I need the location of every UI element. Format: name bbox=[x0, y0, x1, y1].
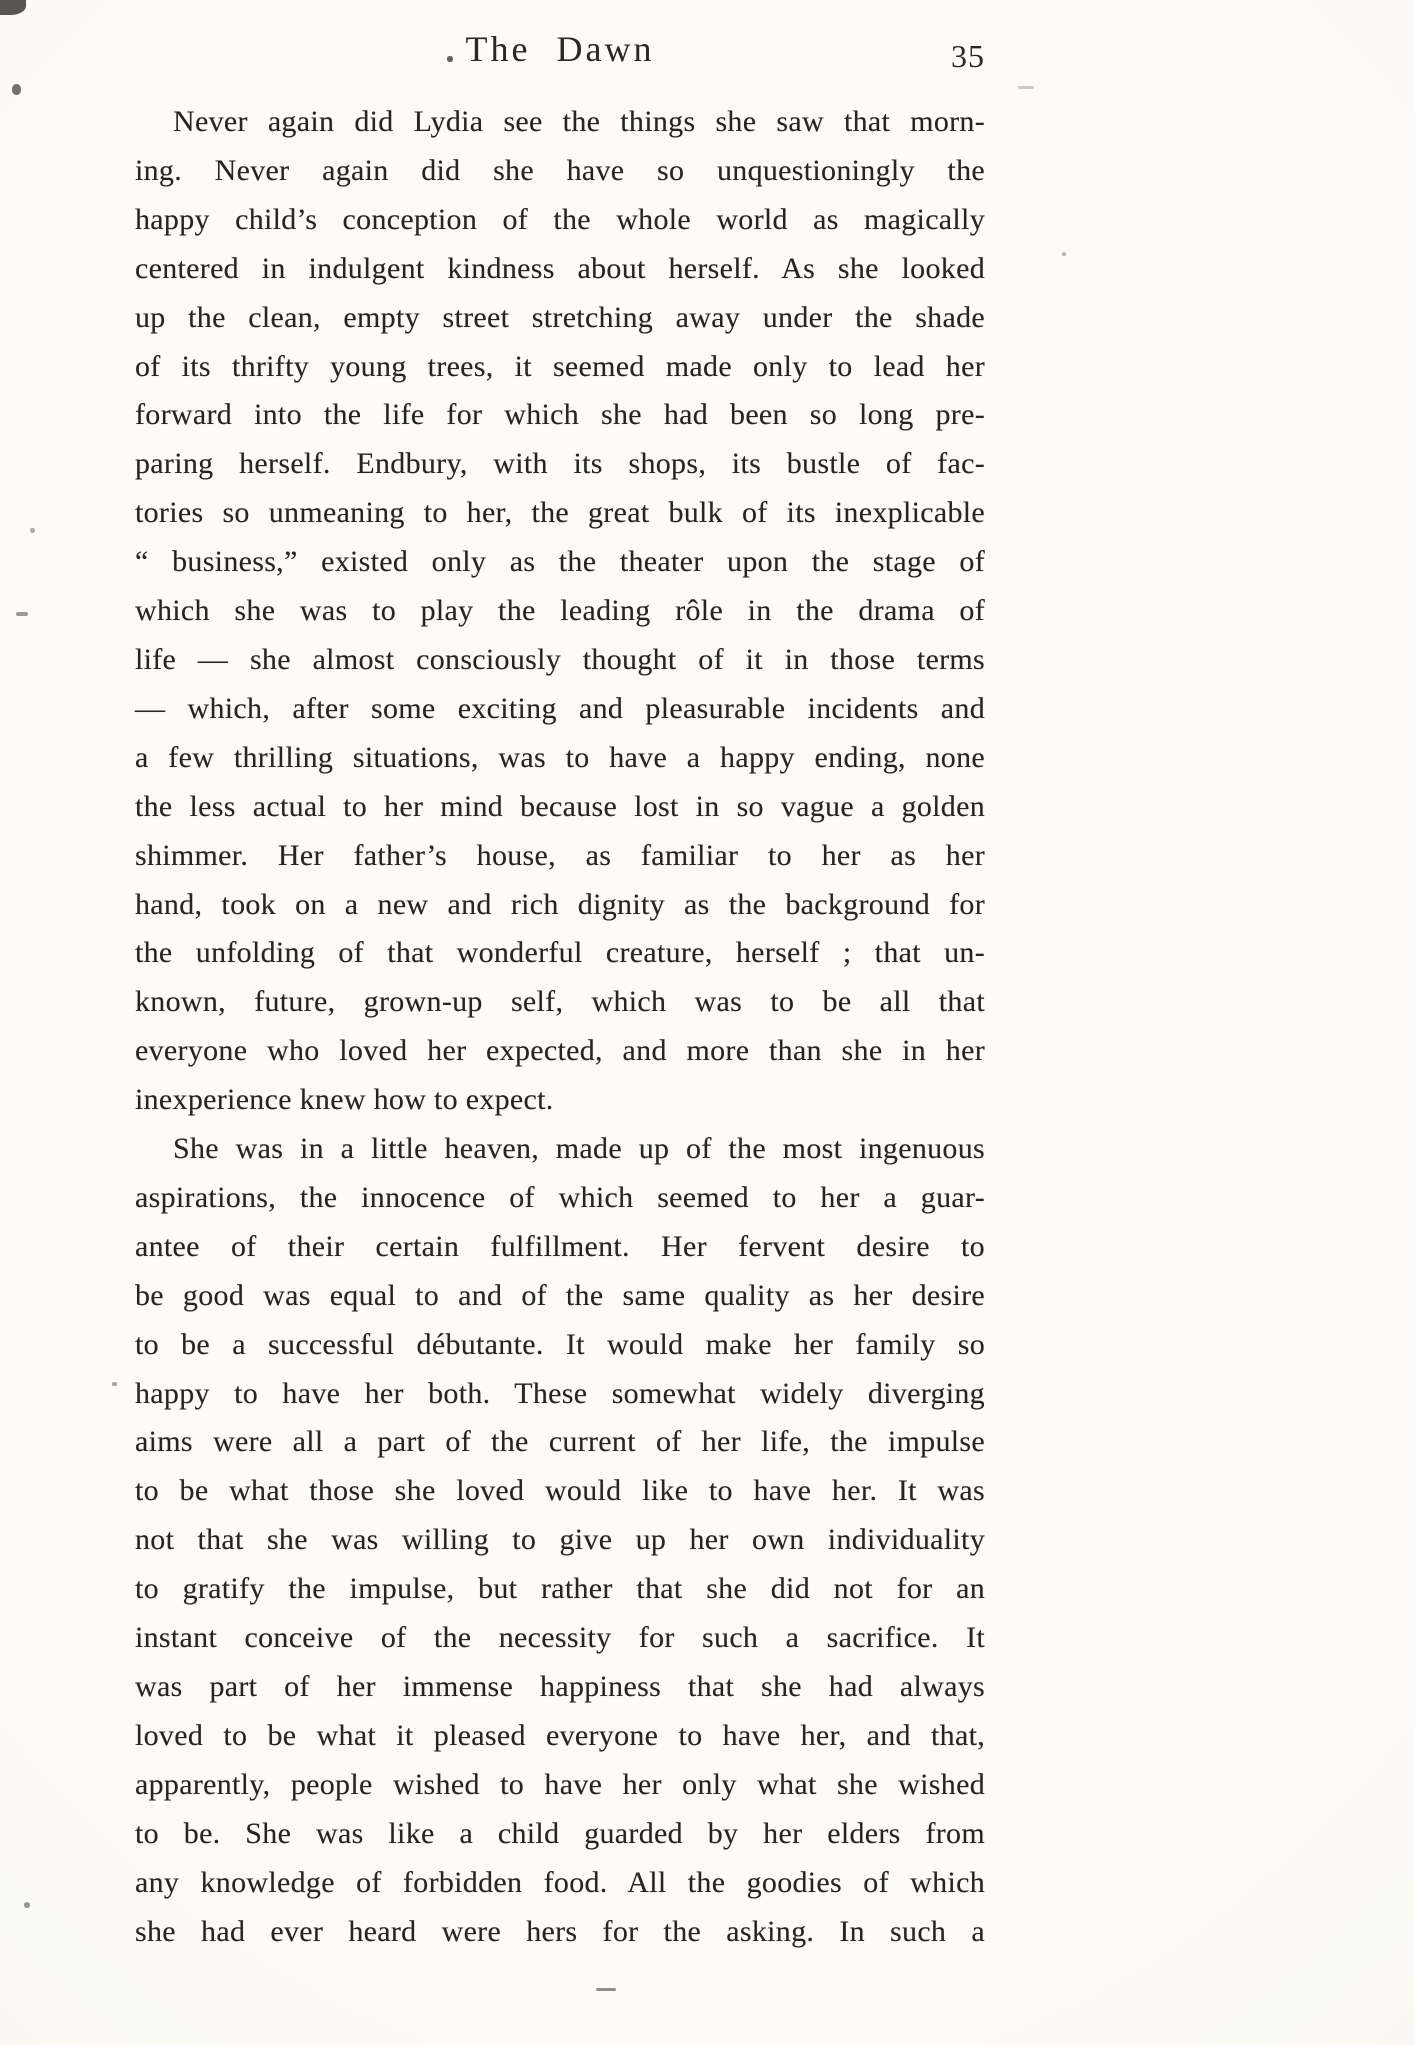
text-line: of its thrifty young trees, it seemed made only to lead her bbox=[135, 349, 985, 383]
text-line: a few thrilling situations, was to have a happy ending, none bbox=[135, 740, 985, 774]
text-line: ing. Never again did she have so unquestioningly the bbox=[135, 153, 985, 187]
text-line: happy child’s conception of the whole world as magically bbox=[135, 202, 985, 236]
text-line: centered in indulgent kindness about herself. As she looked bbox=[135, 251, 985, 285]
scan-speck bbox=[24, 1902, 30, 1908]
scan-speck bbox=[112, 1382, 117, 1386]
text-line: known, future, grown-up self, which was to be all that bbox=[135, 985, 985, 1019]
text-line: inexperience knew how to expect. bbox=[135, 1083, 554, 1117]
scan-speck bbox=[12, 84, 21, 95]
text-line: aims were all a part of the current of her life, the impulse bbox=[135, 1425, 985, 1459]
text-line: instant conceive of the necessity for such a sacrifice. It bbox=[135, 1621, 985, 1655]
text-line: — which, after some exciting and pleasurable incidents and bbox=[135, 691, 985, 725]
scan-speck bbox=[16, 612, 28, 616]
text-line: to be what those she loved would like to have her. It was bbox=[135, 1474, 985, 1508]
text-line: up the clean, empty street stretching away under the shade bbox=[135, 300, 985, 334]
scan-speck bbox=[0, 0, 26, 15]
text-line: paring herself. Endbury, with its shops, its bustle of fac- bbox=[135, 447, 985, 481]
text-line: was part of her immense happiness that she had always bbox=[135, 1670, 985, 1703]
text-line: aspirations, the innocence of which seemed to her a guar- bbox=[135, 1180, 985, 1214]
text-line: to gratify the impulse, but rather that she did not for an bbox=[135, 1572, 985, 1606]
text-line: the less actual to her mind because lost in so vague a golden bbox=[135, 789, 985, 823]
text-line: not that she was willing to give up her own individuality bbox=[135, 1523, 985, 1557]
text-line: shimmer. Her father’s house, as familiar to her as her bbox=[135, 838, 985, 872]
text-line: apparently, people wished to have her only what she wished bbox=[135, 1767, 985, 1801]
text-line: the unfolding of that wonderful creature, herself ; that un- bbox=[135, 936, 985, 970]
text-line: loved to be what it pleased everyone to have her, and that, bbox=[135, 1718, 985, 1752]
scan-speck bbox=[1018, 86, 1034, 89]
scan-speck bbox=[596, 1988, 616, 1991]
text-line: which she was to play the leading rôle in the drama of bbox=[135, 594, 985, 628]
text-line: tories so unmeaning to her, the great bulk of its inexplicable bbox=[135, 496, 985, 530]
text-line: be good was equal to and of the same quality as her desire bbox=[135, 1278, 985, 1312]
text-line: forward into the life for which she had been so long pre- bbox=[135, 398, 985, 432]
text-line: She was in a little heaven, made up of the most ingenuous bbox=[173, 1132, 985, 1166]
text-line: life — she almost consciously thought of it in those terms bbox=[135, 642, 985, 676]
scan-speck bbox=[30, 528, 35, 533]
page-text bbox=[135, 98, 985, 1956]
text-line: antee of their certain fulfillment. Her fervent desire to bbox=[135, 1229, 985, 1263]
paragraph bbox=[135, 98, 985, 1125]
text-line: to be a successful débutante. It would make her family so bbox=[135, 1327, 985, 1361]
scan-speck bbox=[447, 56, 453, 62]
text-line: she had ever heard were hers for the asking. In such a bbox=[135, 1914, 985, 1948]
paragraph bbox=[135, 1125, 985, 1956]
text-line: “ business,” existed only as the theater upon the stage of bbox=[135, 545, 985, 579]
text-line: everyone who loved her expected, and more than she in her bbox=[135, 1034, 985, 1068]
page-header bbox=[135, 28, 985, 80]
text-line: any knowledge of forbidden food. All the goodies of which bbox=[135, 1865, 985, 1899]
text-line: happy to have her both. These somewhat widely diverging bbox=[135, 1376, 985, 1410]
scan-speck bbox=[1062, 252, 1066, 256]
text-line: hand, took on a new and rich dignity as the background for bbox=[135, 887, 985, 921]
text-line: Never again did Lydia see the things she saw that morn- bbox=[173, 105, 985, 138]
text-line: to be. She was like a child guarded by her elders from bbox=[135, 1816, 985, 1850]
page-title: The Dawn bbox=[465, 29, 655, 69]
page-number: 35 bbox=[951, 38, 985, 74]
